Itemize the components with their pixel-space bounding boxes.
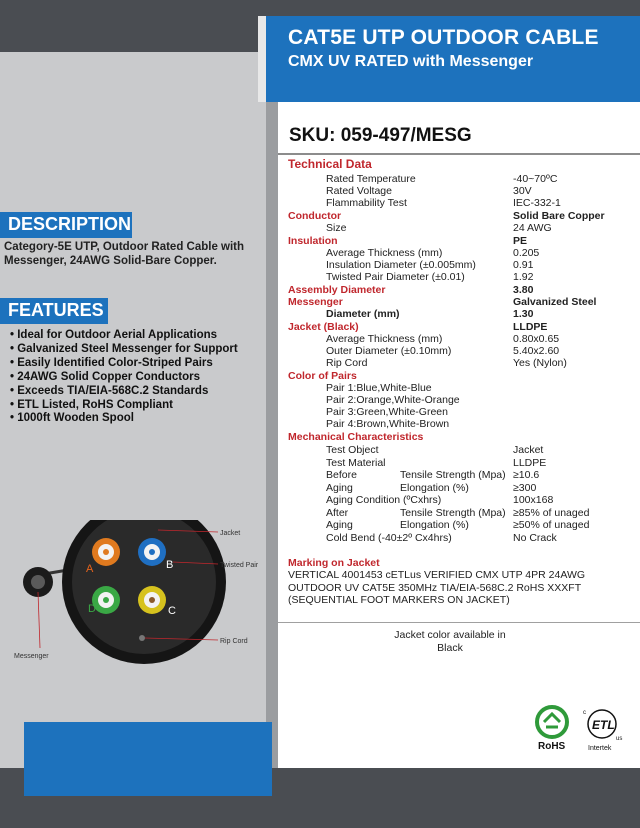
intertek-text: Intertek (588, 745, 612, 752)
color-pairs-heading: Color of Pairs (288, 370, 357, 382)
cold-bend-value: No Crack (513, 532, 557, 544)
jacket-heading: Jacket (Black) (288, 321, 359, 333)
etl-c-text: c (583, 710, 586, 716)
feature-item: • ETL Listed, RoHS Compliant (10, 399, 238, 413)
after-tensile-label: Tensile Strength (Mpa) (400, 507, 506, 519)
flammability-label: Flammability Test (326, 197, 407, 209)
cable-cross-section-diagram (8, 520, 272, 670)
jacket-label: Jacket (220, 530, 241, 537)
ins-avg-thickness-label: Average Thickness (mm) (326, 247, 443, 259)
description-heading: DESCRIPTION (0, 212, 132, 238)
pair-d-label: D (88, 603, 96, 615)
marking-text: VERTICAL 4001453 cETLus VERIFIED CMX UTP 4PR 24AWG OUTDOOR UV CAT5E 350MHz TIA/EIA-568C.2 RoHS XXXFT (SEQUENTIAL FOOT MARKERS ON JACKET) (288, 569, 586, 606)
pair-c-label: C (168, 605, 176, 617)
rohs-text: RoHS (538, 741, 566, 752)
aging-condition-value: 100x168 (513, 494, 554, 506)
rated-voltage-label: Rated Voltage (326, 185, 392, 197)
pair-b (138, 538, 166, 566)
etl-logo (583, 710, 622, 752)
twisted-diameter-value: 1.92 (513, 271, 534, 283)
mechanical-heading: Mechanical Characteristics (288, 431, 424, 443)
insulation-heading: Insulation (288, 235, 338, 247)
test-material-label: Test Material (326, 457, 386, 469)
before-tensile-label: Tensile Strength (Mpa) (400, 469, 506, 481)
conductor-heading: Conductor (288, 210, 342, 222)
test-material-value: LLDPE (513, 457, 547, 469)
jacket-value: LLDPE (513, 321, 548, 333)
messenger-label: Messenger (14, 653, 49, 660)
flammability-value: IEC-332-1 (513, 197, 561, 209)
page-subtitle: CMX UV RATED with Messenger (288, 53, 534, 70)
messenger-leader (38, 592, 40, 648)
rip-cord-spec-value: Yes (Nylon) (513, 357, 567, 369)
rip-cord-label: Rip Cord (220, 638, 248, 645)
before-elongation-label: Elongation (%) (400, 482, 469, 494)
sku-label: SKU: 059-497/MESG (289, 125, 472, 146)
features-list (10, 329, 238, 426)
feature-item: • Ideal for Outdoor Aerial Applications (10, 329, 238, 343)
pair-d (92, 586, 120, 614)
feature-item: • 24AWG Solid Copper Conductors (10, 371, 238, 385)
pair-c (138, 586, 166, 614)
page-title: CAT5E UTP OUTDOOR CABLE (288, 26, 599, 49)
ins-avg-thickness-value: 0.205 (513, 247, 540, 259)
insulation-value: PE (513, 235, 528, 247)
outer-diameter-value: 5.40x2.60 (513, 345, 560, 357)
feature-item: • Easily Identified Color-Striped Pairs (10, 357, 238, 371)
pair-4-color: Pair 4:Brown,White-Brown (326, 418, 450, 430)
pair-a (92, 538, 120, 566)
ins-diameter-value: 0.91 (513, 259, 534, 271)
pair-1-color: Pair 1:Blue,White-Blue (326, 382, 432, 394)
rohs-logo (537, 707, 567, 752)
pair-a-label: A (86, 563, 94, 575)
sku-divider (278, 153, 640, 155)
before-elongation-value: ≥300 (513, 482, 537, 494)
blue-footer-block (24, 722, 272, 796)
messenger-diameter-label: Diameter (mm) (326, 308, 400, 320)
messenger-heading: Messenger (288, 296, 343, 308)
feature-item: • Galvanized Steel Messenger for Support (10, 343, 238, 357)
rated-temp-value: -40~70ºC (513, 173, 558, 185)
twisted-diameter-label: Twisted Pair Diameter (±0.01) (326, 271, 465, 283)
messenger-value: Galvanized Steel (513, 296, 597, 308)
certification-logos (530, 700, 630, 760)
jacket-avg-thickness-value: 0.80x0.65 (513, 333, 560, 345)
feature-item: • 1000ft Wooden Spool (10, 412, 238, 426)
etl-us-text: us (616, 736, 623, 742)
messenger-diameter-value: 1.30 (513, 308, 534, 320)
after-elongation-label: Elongation (%) (400, 519, 469, 531)
aging-condition-label: Aging Condition (ºCxhrs) (326, 494, 442, 506)
assembly-value: 3.80 (513, 284, 534, 296)
test-object-value: Jacket (513, 444, 544, 456)
size-value: 24 AWG (513, 222, 552, 234)
marking-divider (278, 622, 640, 623)
assembly-heading: Assembly Diameter (288, 284, 386, 296)
title-box (258, 16, 640, 102)
before-aging-label: Aging (326, 482, 353, 494)
marking-heading: Marking on Jacket (288, 557, 380, 569)
twisted-pair-label: Twisted Pair (220, 562, 259, 569)
after-tensile-value: ≥85% of unaged (513, 507, 590, 519)
technical-data-heading: Technical Data (288, 157, 372, 171)
ins-diameter-label: Insulation Diameter (±0.005mm) (326, 259, 476, 271)
description-text: Category-5E UTP, Outdoor Rated Cable with Messenger, 24AWG Solid-Bare Copper. (4, 241, 245, 267)
cold-bend-label: Cold Bend (-40±2º Cx4hrs) (326, 532, 452, 544)
before-label: Before (326, 469, 357, 481)
size-label: Size (326, 222, 347, 234)
after-aging-label: Aging (326, 519, 353, 531)
pair-b-label: B (166, 559, 174, 571)
rated-temp-label: Rated Temperature (326, 173, 416, 185)
before-tensile-value: ≥10.6 (513, 469, 540, 481)
features-heading: FEATURES (0, 298, 108, 324)
outer-diameter-label: Outer Diameter (±0.10mm) (326, 345, 452, 357)
rip-cord-dot (139, 635, 145, 641)
rated-voltage-value: 30V (513, 185, 532, 197)
jacket-avg-thickness-label: Average Thickness (mm) (326, 333, 443, 345)
test-object-label: Test Object (326, 444, 379, 456)
pair-3-color: Pair 3:Green,White-Green (326, 406, 448, 418)
feature-item: • Exceeds TIA/EIA-568C.2 Standards (10, 385, 238, 399)
after-elongation-value: ≥50% of unaged (513, 519, 590, 531)
rohs-recycle-icon (537, 707, 567, 737)
messenger-wire (31, 575, 45, 589)
jacket-color-note: Jacket color available in Black (394, 629, 506, 654)
pair-2-color: Pair 2:Orange,White-Orange (326, 394, 460, 406)
etl-mark: ETL (592, 718, 615, 732)
conductor-value: Solid Bare Copper (513, 210, 605, 222)
after-label: After (326, 507, 349, 519)
rip-cord-spec-label: Rip Cord (326, 357, 368, 369)
